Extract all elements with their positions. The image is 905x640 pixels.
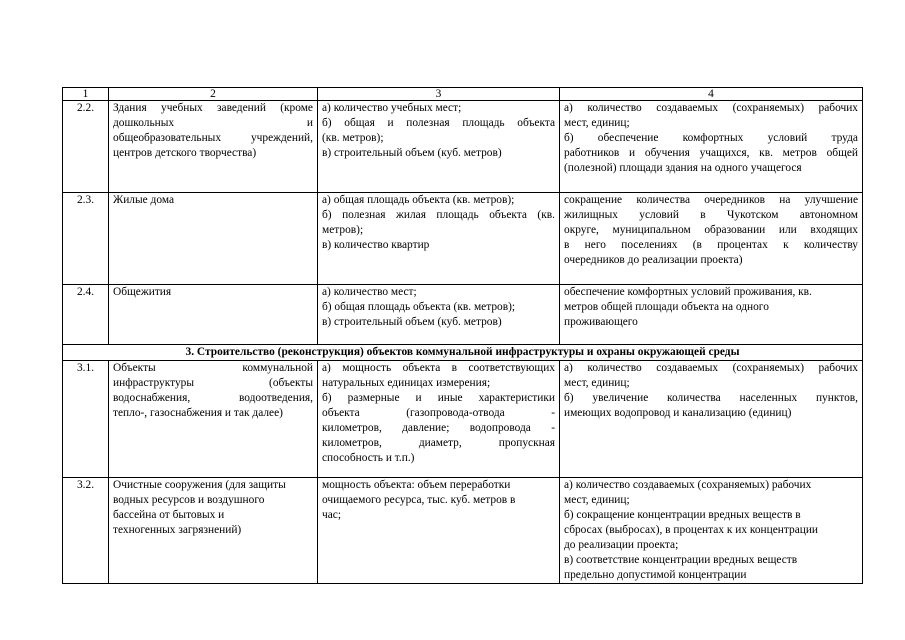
indicators-cell [318,285,560,345]
cell-line: (полезной) площади здания на одного учащегося [564,162,802,174]
cell-line: округе, муниципальном образовании или входящих [564,224,858,236]
table-row [63,478,863,584]
indicators-cell [318,101,560,193]
requirements-table [62,87,863,584]
cell-line: а) общая площадь объекта (кв. метров); [322,194,515,206]
cell-line: б) общая площадь объекта (кв. метров); [322,301,516,313]
cell-line: час; [322,509,342,521]
cell-line: б) обеспечение комфортных условий труда [564,132,858,144]
row-number: 2.4. [63,285,109,345]
cell-line: общеобразовательных учреждений, [113,132,313,144]
cell-line: б) увеличение количества населенных пунктов, [564,392,858,404]
cell-line: инфраструктуры (объекты [113,377,313,389]
cell-line: натуральных единицах измерения; [322,377,491,389]
column-number-4: 4 [560,88,863,101]
cell-line: водоснабжения, водоотведения, [113,392,313,404]
row-number: 3.2. [63,478,109,584]
results-cell [560,101,863,193]
cell-line: до реализации проекта; [564,539,679,551]
column-number-1: 1 [63,88,109,101]
cell-line: в) строительный объем (куб. метров) [322,316,502,328]
column-number-row [63,88,863,101]
cell-line: дошкольных и [113,117,313,129]
row-number: 3.1. [63,361,109,478]
cell-line: б) сокращение концентрации вредных веществ в [564,509,801,521]
cell-line: а) количество мест; [322,286,417,298]
results-cell [560,478,863,584]
cell-line: водных ресурсов и воздушного [113,494,265,506]
object-type-cell [109,101,318,193]
section-title: 3. Строительство (реконструкция) объектов коммунальной инфраструктуры и охраны окружающей среды [63,345,863,361]
cell-line: а) количество создаваемых (сохраняемых) рабочих [564,479,812,491]
cell-line: проживающего [564,316,638,328]
table-row [63,193,863,285]
cell-line: Объекты коммунальной [113,362,313,374]
cell-line: мест, единиц; [564,117,630,129]
indicators-cell [318,361,560,478]
cell-line: в) соответствие концентрации вредных веществ [564,554,798,566]
cell-line: б) размерные и иные характеристики [322,392,555,404]
cell-line: а) мощность объекта в соответствующих [322,362,555,374]
cell-line: Жилые дома [113,194,175,206]
cell-line: тепло-, газоснабжения и так далее) [113,407,283,419]
cell-line: а) количество учебных мест; [322,102,462,114]
indicators-cell [318,478,560,584]
cell-line: километров, диаметр, пропускная [322,437,555,449]
cell-line: километров, давление; водопровода - [322,422,555,434]
cell-line: в) строительный объем (куб. метров) [322,147,502,159]
cell-line: очередников до реализации проекта) [564,254,743,266]
cell-line: бассейна от бытовых и [113,509,225,521]
cell-line: сокращение количества очередников на улучшение [564,194,858,206]
object-type-cell [109,361,318,478]
cell-line: центров детского творчества) [113,147,257,159]
column-number-2: 2 [109,88,318,101]
cell-line: Очистные сооружения (для защиты [113,479,286,491]
row-number: 2.2. [63,101,109,193]
cell-line: имеющих водопровод и канализацию (единиц) [564,407,792,419]
cell-line: а) количество создаваемых (сохраняемых) рабочих [564,102,858,114]
cell-line: метров общей площади объекта на одного [564,301,769,313]
cell-line: предельно допустимой концентрации [564,569,747,581]
results-cell [560,193,863,285]
cell-line: а) количество создаваемых (сохраняемых) рабочих [564,362,858,374]
object-type-cell [109,478,318,584]
cell-line: способность и т.п.) [322,452,415,464]
cell-line: жилищных условий в Чукотском автономном [564,209,858,221]
cell-line: мест, единиц; [564,377,630,389]
cell-line: б) общая и полезная площадь объекта [322,117,555,129]
cell-line: техногенных загрязнений) [113,524,242,536]
cell-line: мощность объекта: объем переработки [322,479,511,491]
cell-line: в него поселениях (в процентах к количеству [564,239,858,251]
cell-line: б) полезная жилая площадь объекта (кв. [322,209,555,221]
cell-line: в) количество квартир [322,239,430,251]
table-row [63,361,863,478]
column-number-3: 3 [318,88,560,101]
row-number: 2.3. [63,193,109,285]
cell-line: очищаемого ресурса, тыс. куб. метров в [322,494,516,506]
cell-line: Здания учебных заведений (кроме [113,102,313,114]
results-cell [560,361,863,478]
table-row [63,285,863,345]
cell-line: (кв. метров); [322,132,384,144]
results-cell [560,285,863,345]
cell-line: объекта (газопровода-отвода - [322,407,555,419]
object-type-cell [109,285,318,345]
cell-line: Общежития [113,286,172,298]
cell-line: работников и обучения учащихся, кв. метров общей [564,147,858,159]
cell-line: метров); [322,224,364,236]
cell-line: мест, единиц; [564,494,630,506]
indicators-cell [318,193,560,285]
table-row [63,101,863,193]
cell-line: обеспечение комфортных условий проживания, кв. [564,286,812,298]
section-heading-row [63,345,863,361]
object-type-cell [109,193,318,285]
cell-line: сбросах (выбросах), в процентах к их концентрации [564,524,819,536]
